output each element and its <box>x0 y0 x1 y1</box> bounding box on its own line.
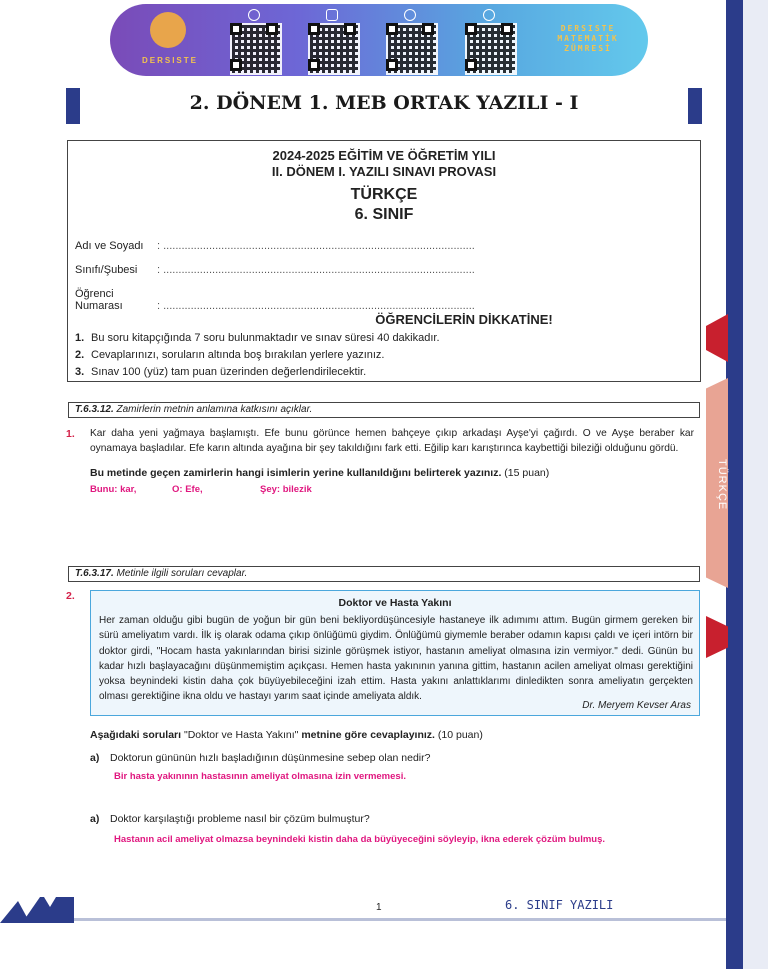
rule-text: Bu soru kitapçığında 7 soru bulunmaktadır ve sınav süresi 40 dakikadır. <box>91 332 440 344</box>
rule-item <box>75 366 366 378</box>
telegram-icon <box>483 9 495 21</box>
red-marker-bottom <box>706 616 728 658</box>
question-1-text: Kar daha yeni yağmaya başlamıştı. Efe bunu görünce hemen bahçeye çıkıp arkadaşı Ayşe'yi çağırdı. O ve Ayşe beraber kar oynamaya başladılar. Efe karın altında ayağına bir şey takıldığını fark etti. Eğilip karı karıştırınca kaybettiği bileziği olduğunu gördü. <box>90 428 694 454</box>
grade-title: 6. SINIF <box>354 206 414 223</box>
brand-line: DERSISTE <box>560 24 616 33</box>
qr-finder <box>465 59 477 71</box>
page-number: 1 <box>376 902 382 913</box>
subject-title: TÜRKÇE <box>350 186 418 203</box>
name-field[interactable] <box>75 240 475 252</box>
qr-finder <box>501 23 513 35</box>
field-blank[interactable]: : ...................................................................................................... <box>157 240 475 252</box>
academic-year: 2024-2025 EĞİTİM VE ÖĞRETİM YILI <box>272 148 496 163</box>
brain-icon <box>150 12 186 48</box>
objective-text: Zamirlerin metnin anlamına katkısını açıklar. <box>113 404 313 415</box>
field-label: Öğrenci Numarası <box>75 288 123 312</box>
rule-number: 1. <box>75 332 85 344</box>
brand-right <box>548 24 628 54</box>
whatsapp-icon <box>404 9 416 21</box>
prompt-points: (10 puan) <box>434 729 483 741</box>
field-label: Sınıfı/Şubesi <box>75 264 138 276</box>
prompt-bold: metnine göre cevaplayınız. <box>301 729 435 741</box>
rule-text: Sınav 100 (yüz) tam puan üzerinden değerlendirilecektir. <box>91 366 367 378</box>
rule-item <box>75 349 384 361</box>
question-number-2: 2. <box>66 590 75 602</box>
footer-label: 6. SINIF YAZILI <box>505 898 614 912</box>
objective-bar-q1 <box>68 402 700 418</box>
answer-1b: O: Efe, <box>172 484 203 495</box>
qr-finder <box>386 59 398 71</box>
sub-question-a <box>90 752 430 764</box>
answer-1c: Şey: bilezik <box>260 484 312 495</box>
brand-line: ZÜMRESİ <box>564 44 612 53</box>
footer-line <box>74 918 726 921</box>
rule-text: Cevaplarınızı, soruların altında boş bırakılan yerlere yazınız. <box>91 349 385 361</box>
question-2-prompt <box>90 729 483 741</box>
story-text: Her zaman olduğu gibi bugün de yoğun bir gün beni bekliyordüşüncesiyle hastaneye ilk adımımı attım. Bugün girmem gereken bir sürü ameliyatım vardı. İlk iş olarak odama çıkıp önlüğümü giydim. Önlüğümü giymemle beraber odamın kapısı çaldı ve içeri intörn bir doktor girdi, "Hocam hasta yakınlarından birisi sizinle görüşmek istiyor, hastanın ameliyat olmasına izin vermiyor." dedi. Günün bu kadar hızlı başlayacağını düşünmemiştim açıkçası. Hemen hasta yakınının yanına gittim, hastanın acilen ameliyat olması gerektiğini yoksa beynindeki kistin daha çok büyüyebileceğini izah ettim. Hasta yakını anlattıklarımı dinledikten sonra ameliyatın gerçekten olması gerektiğine ikna oldu ve hastayı yarım saat içinde ameliyata aldık. <box>99 615 693 703</box>
qr-finder <box>344 23 356 35</box>
story-author: Dr. Meryem Kevser Aras <box>582 700 691 711</box>
objective-code: T.6.3.17. <box>75 568 114 579</box>
field-blank[interactable]: : ...................................................................................................... <box>157 300 475 312</box>
qr-finder <box>308 23 320 35</box>
objective-text: Metinle ilgili soruları cevaplar. <box>113 568 248 579</box>
right-blue-bar <box>726 0 743 969</box>
prompt-points: (15 puan) <box>501 467 550 479</box>
prompt-bold: Bu metinde geçen zamirlerin hangi isimlerin yerine kullanıldığını belirterek yazınız. <box>90 467 502 479</box>
globe-icon <box>248 9 260 21</box>
sub-question-b <box>90 813 370 825</box>
answer-1a: Bunu: kar, <box>90 484 137 495</box>
qr-code-web[interactable] <box>228 9 282 71</box>
side-tab-label: TÜRKÇE <box>716 459 728 511</box>
answer-2b: Hastanın acil ameliyat olmazsa beynindeki kistin daha da büyüyeceğini söyleyip, ikna ederek çözüm bulmuş. <box>114 834 606 845</box>
rule-number: 3. <box>75 366 85 378</box>
instagram-icon <box>326 9 338 21</box>
qr-code-telegram[interactable] <box>463 9 517 71</box>
question-number-1: 1. <box>66 428 75 440</box>
objective-bar-q2 <box>68 566 700 582</box>
qr-code-whatsapp[interactable] <box>384 9 438 71</box>
qr-finder <box>422 23 434 35</box>
story-box <box>90 590 700 716</box>
attention-title: ÖĞRENCİLERİN DİKKATİNE! <box>375 312 553 327</box>
right-edge-strip <box>743 0 768 969</box>
question-1-prompt <box>90 467 549 479</box>
prompt-bold: Aşağıdaki soruları <box>90 729 182 741</box>
qr-finder <box>266 23 278 35</box>
brand-line: MATEMATİK <box>557 34 619 43</box>
sub-question-letter: a) <box>90 752 100 764</box>
exam-name: II. DÖNEM I. YAZILI SINAVI PROVASI <box>271 164 497 179</box>
sub-question-text: Doktorun gününün hızlı başladığının düşünmesine sebep olan nedir? <box>110 752 431 764</box>
qr-code-instagram[interactable] <box>306 9 360 71</box>
footer-logo-shape <box>0 897 74 923</box>
answer-2a: Bir hasta yakınının hastasının ameliyat olmasına izin vermemesi. <box>114 771 406 782</box>
dersiste-logo <box>140 10 198 68</box>
qr-finder <box>230 23 242 35</box>
field-label: Adı ve Soyadı <box>75 240 144 252</box>
objective-code: T.6.3.12. <box>75 404 114 415</box>
sub-question-letter: a) <box>90 813 100 825</box>
rule-item <box>75 332 440 344</box>
page-title: 2. DÖNEM 1. MEB ORTAK YAZILI - I <box>189 92 579 114</box>
sub-question-text: Doktor karşılaştığı probleme nasıl bir çözüm bulmuştur? <box>110 813 370 825</box>
prompt-text: "Doktor ve Hasta Yakını" <box>181 729 302 741</box>
qr-finder <box>308 59 320 71</box>
student-number-field[interactable] <box>75 288 475 312</box>
class-field[interactable] <box>75 264 475 276</box>
field-blank[interactable]: : ...................................................................................................... <box>157 264 475 276</box>
logo-text: DERSISTE <box>141 56 198 65</box>
qr-finder <box>230 59 242 71</box>
qr-finder <box>465 23 477 35</box>
qr-finder <box>386 23 398 35</box>
story-title: Doktor ve Hasta Yakını <box>338 597 452 609</box>
rule-number: 2. <box>75 349 85 361</box>
